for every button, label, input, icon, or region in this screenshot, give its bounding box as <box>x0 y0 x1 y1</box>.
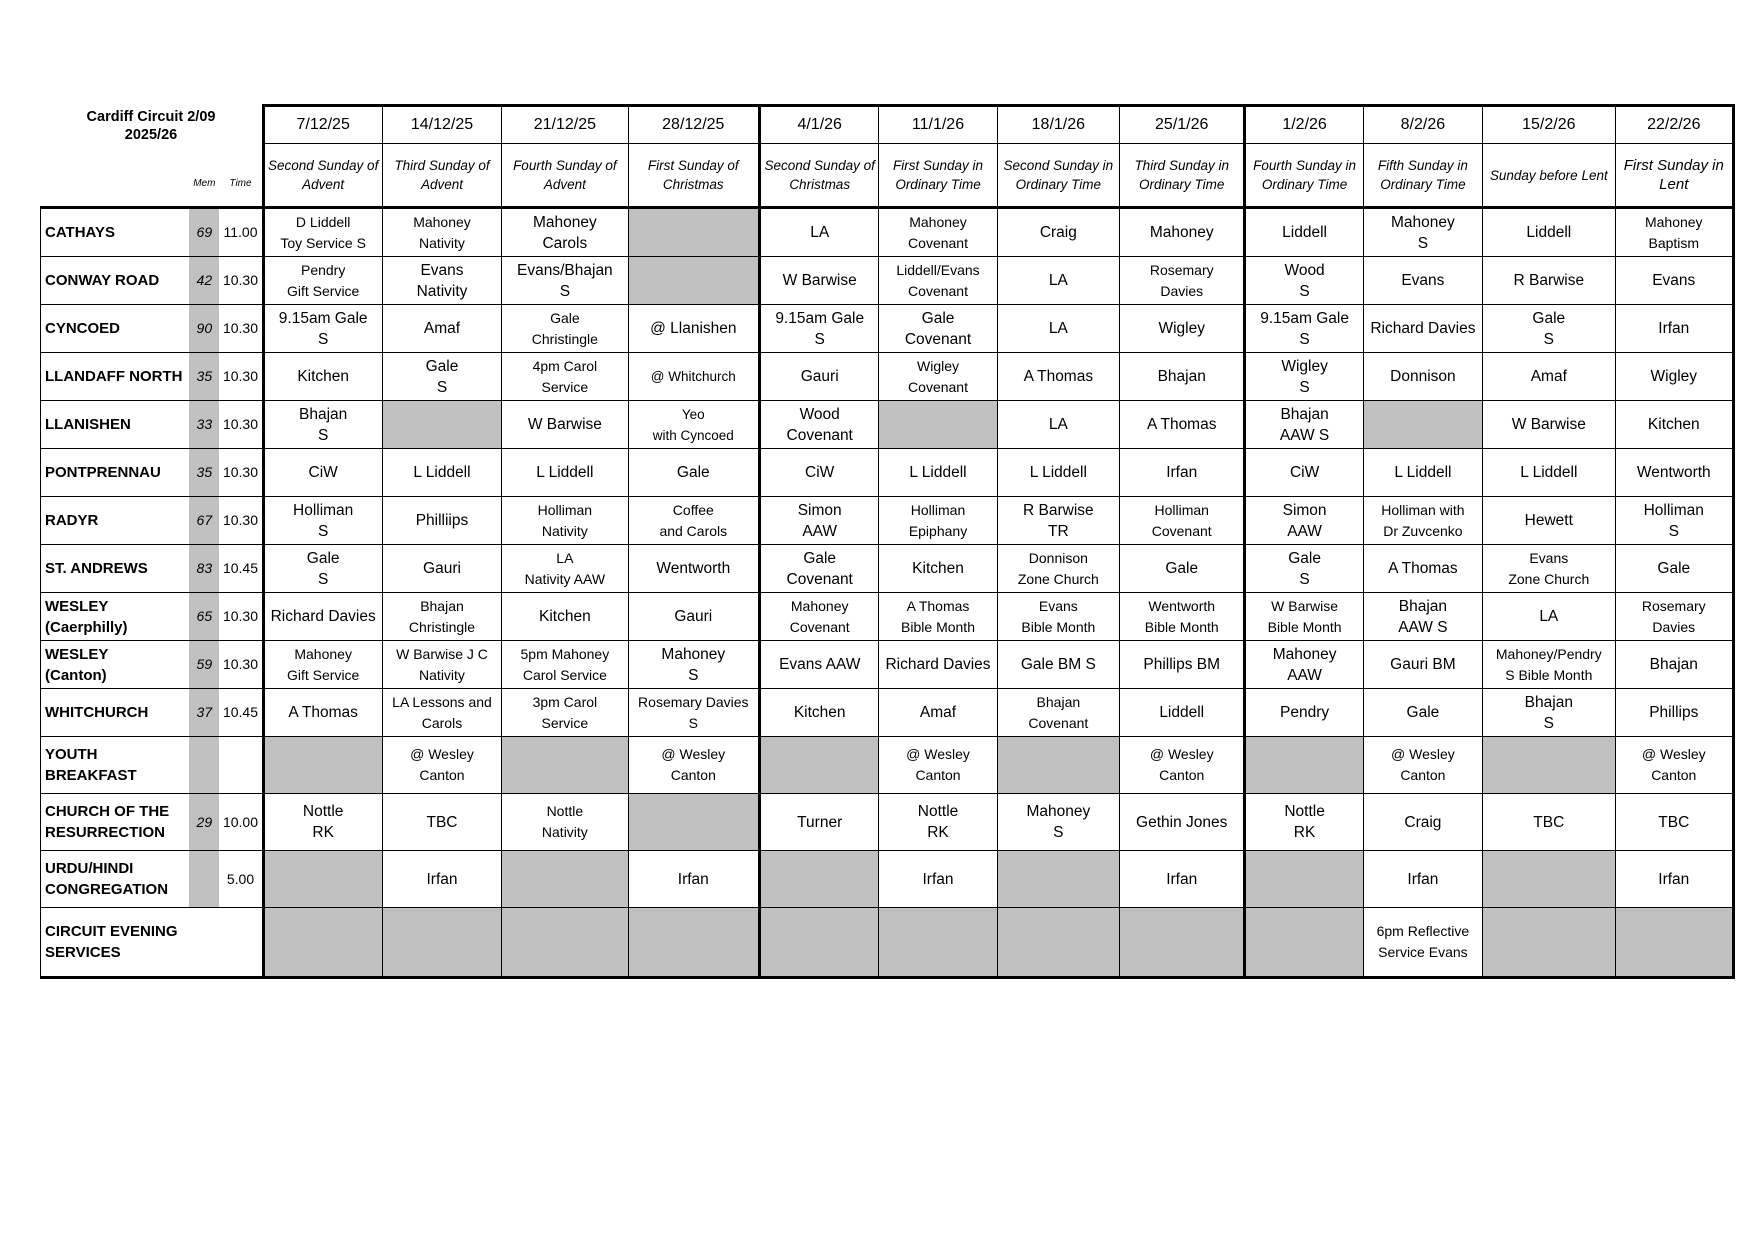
service-cell: Yeo with Cyncoed <box>628 401 759 449</box>
service-cell: Amaf <box>382 305 501 353</box>
service-cell: Gale <box>1615 545 1733 593</box>
service-cell: Irfan <box>1615 305 1733 353</box>
sunday-name: Third Sunday in Ordinary Time <box>1120 144 1245 208</box>
service-cell <box>382 401 501 449</box>
service-cell <box>628 257 759 305</box>
service-cell: Holliman Nativity <box>502 497 628 545</box>
service-cell: LA <box>1483 593 1615 641</box>
service-cell: Richard Davies <box>1363 305 1482 353</box>
service-cell: Evans Zone Church <box>1483 545 1615 593</box>
service-cell: Wigley <box>1615 353 1733 401</box>
service-cell: L Liddell <box>879 449 997 497</box>
service-cell: Gale S <box>263 545 382 593</box>
service-cell: Craig <box>997 208 1119 257</box>
service-cell: 3pm Carol Service <box>502 689 628 737</box>
church-name: CHURCH OF THE RESURRECTION <box>41 794 190 851</box>
service-time: 10.30 <box>219 353 263 401</box>
sunday-name: First Sunday in Lent <box>1615 144 1733 208</box>
service-cell: 5pm Mahoney Carol Service <box>502 641 628 689</box>
service-cell: Mahoney Covenant <box>879 208 997 257</box>
church-name: CATHAYS <box>41 208 190 257</box>
service-cell: 4pm Carol Service <box>502 353 628 401</box>
service-cell <box>879 908 997 978</box>
service-cell: Kitchen <box>760 689 879 737</box>
service-cell: @ Wesley Canton <box>879 737 997 794</box>
service-cell <box>1245 737 1363 794</box>
membership-count <box>189 851 219 908</box>
church-name: RADYR <box>41 497 190 545</box>
church-name: ST. ANDREWS <box>41 545 190 593</box>
church-name: WESLEY (Caerphilly) <box>41 593 190 641</box>
service-cell: Liddell <box>1483 208 1615 257</box>
service-cell: Liddell <box>1245 208 1363 257</box>
service-cell: Kitchen <box>1615 401 1733 449</box>
service-cell: Gauri BM <box>1363 641 1482 689</box>
service-cell: W Barwise <box>502 401 628 449</box>
circuit-title: Cardiff Circuit 2/09 2025/26 <box>86 108 216 143</box>
service-cell <box>502 737 628 794</box>
membership-count: 42 <box>189 257 219 305</box>
service-cell: LA <box>997 257 1119 305</box>
service-cell: D Liddell Toy Service S <box>263 208 382 257</box>
service-cell: Pendry Gift Service <box>263 257 382 305</box>
sunday-name: Third Sunday of Advent <box>382 144 501 208</box>
service-cell: Evans Bible Month <box>997 593 1119 641</box>
service-cell <box>1483 737 1615 794</box>
service-cell <box>502 851 628 908</box>
service-cell <box>1483 908 1615 978</box>
church-name: URDU/HINDI CONGREGATION <box>41 851 190 908</box>
service-cell: @ Wesley Canton <box>1615 737 1733 794</box>
service-cell: @ Wesley Canton <box>628 737 759 794</box>
service-cell: Gale Covenant <box>760 545 879 593</box>
service-cell: Mahoney Gift Service <box>263 641 382 689</box>
service-cell: Amaf <box>1483 353 1615 401</box>
service-cell: TBC <box>382 794 501 851</box>
service-cell <box>879 401 997 449</box>
service-cell <box>1120 908 1245 978</box>
service-cell: Donnison Zone Church <box>997 545 1119 593</box>
service-cell: @ Whitchurch <box>628 353 759 401</box>
service-cell: Nottle RK <box>879 794 997 851</box>
service-cell: Mahoney Carols <box>502 208 628 257</box>
service-cell: L Liddell <box>1483 449 1615 497</box>
membership-count: 69 <box>189 208 219 257</box>
date-header: 11/1/26 <box>879 106 997 144</box>
membership-count: 33 <box>189 401 219 449</box>
service-cell: Gale Christingle <box>502 305 628 353</box>
service-cell: Coffee and Carols <box>628 497 759 545</box>
service-cell: LA <box>997 305 1119 353</box>
service-time <box>219 737 263 794</box>
service-cell <box>1615 908 1733 978</box>
service-cell: Richard Davies <box>879 641 997 689</box>
date-header: 8/2/26 <box>1363 106 1482 144</box>
service-time: 10.30 <box>219 449 263 497</box>
service-cell: Kitchen <box>263 353 382 401</box>
service-cell: Gale BM S <box>997 641 1119 689</box>
membership-count: 35 <box>189 353 219 401</box>
service-cell: Pendry <box>1245 689 1363 737</box>
service-cell: Bhajan S <box>263 401 382 449</box>
service-cell: Gale <box>1120 545 1245 593</box>
service-cell: Irfan <box>1120 851 1245 908</box>
service-cell <box>1363 401 1482 449</box>
date-header: 18/1/26 <box>997 106 1119 144</box>
service-cell <box>760 737 879 794</box>
service-cell: Donnison <box>1363 353 1482 401</box>
membership-count: 67 <box>189 497 219 545</box>
church-name: LLANDAFF NORTH <box>41 353 190 401</box>
service-cell: Kitchen <box>879 545 997 593</box>
sunday-name: Sunday before Lent <box>1483 144 1615 208</box>
service-cell: Mahoney S <box>628 641 759 689</box>
service-cell: Irfan <box>1120 449 1245 497</box>
church-name: PONTPRENNAU <box>41 449 190 497</box>
service-cell: A Thomas <box>1363 545 1482 593</box>
service-cell: Mahoney S <box>997 794 1119 851</box>
church-name: YOUTH BREAKFAST <box>41 737 190 794</box>
sunday-name: Fourth Sunday of Advent <box>502 144 628 208</box>
date-header: 7/12/25 <box>263 106 382 144</box>
service-cell: Rosemary Davies S <box>628 689 759 737</box>
service-time: 10.30 <box>219 305 263 353</box>
sunday-name: Fifth Sunday in Ordinary Time <box>1363 144 1482 208</box>
service-cell: Holliman Epiphany <box>879 497 997 545</box>
service-cell <box>997 851 1119 908</box>
church-name: LLANISHEN <box>41 401 190 449</box>
sunday-name: Second Sunday of Advent <box>263 144 382 208</box>
service-cell: Wood Covenant <box>760 401 879 449</box>
service-cell: Liddell/Evans Covenant <box>879 257 997 305</box>
service-cell: Wentworth <box>1615 449 1733 497</box>
service-cell: Mahoney Baptism <box>1615 208 1733 257</box>
service-cell <box>1483 851 1615 908</box>
service-cell: W Barwise <box>1483 401 1615 449</box>
service-cell: L Liddell <box>1363 449 1482 497</box>
service-cell: Bhajan S <box>1483 689 1615 737</box>
date-header: 28/12/25 <box>628 106 759 144</box>
date-header: 25/1/26 <box>1120 106 1245 144</box>
service-cell: Mahoney Covenant <box>760 593 879 641</box>
header-spacer <box>41 144 190 208</box>
service-cell: Simon AAW <box>760 497 879 545</box>
service-cell: 9.15am Gale S <box>263 305 382 353</box>
service-cell: Hewett <box>1483 497 1615 545</box>
service-cell: 6pm Reflective Service Evans <box>1363 908 1482 978</box>
membership-count: 37 <box>189 689 219 737</box>
service-cell: LA <box>760 208 879 257</box>
service-cell: Wigley <box>1120 305 1245 353</box>
service-cell: Holliman Covenant <box>1120 497 1245 545</box>
service-cell: Gale <box>628 449 759 497</box>
service-cell: Wentworth Bible Month <box>1120 593 1245 641</box>
church-name: WESLEY (Canton) <box>41 641 190 689</box>
service-cell <box>502 908 628 978</box>
service-cell: Mahoney S <box>1363 208 1482 257</box>
service-cell: Wigley Covenant <box>879 353 997 401</box>
service-cell: Evans AAW <box>760 641 879 689</box>
service-cell <box>760 851 879 908</box>
service-time: 10.30 <box>219 641 263 689</box>
service-cell: LA <box>997 401 1119 449</box>
service-cell: Gale S <box>382 353 501 401</box>
service-time: 5.00 <box>219 851 263 908</box>
service-cell: Nottle RK <box>263 794 382 851</box>
service-cell: L Liddell <box>382 449 501 497</box>
service-cell: Gale S <box>1245 545 1363 593</box>
service-cell: Wood S <box>1245 257 1363 305</box>
service-cell: 9.15am Gale S <box>1245 305 1363 353</box>
time-label: Time <box>219 144 263 208</box>
date-header: 4/1/26 <box>760 106 879 144</box>
service-cell: Turner <box>760 794 879 851</box>
sunday-name: Second Sunday of Christmas <box>760 144 879 208</box>
service-cell: R Barwise TR <box>997 497 1119 545</box>
service-cell <box>1245 851 1363 908</box>
service-cell: Nottle Nativity <box>502 794 628 851</box>
service-cell: Gauri <box>628 593 759 641</box>
membership-count: 90 <box>189 305 219 353</box>
service-cell: Nottle RK <box>1245 794 1363 851</box>
membership-count <box>189 737 219 794</box>
service-cell: Craig <box>1363 794 1482 851</box>
service-cell: Simon AAW <box>1245 497 1363 545</box>
service-time: 10.45 <box>219 545 263 593</box>
service-cell: Richard Davies <box>263 593 382 641</box>
service-cell: Holliman S <box>263 497 382 545</box>
service-cell: Mahoney AAW <box>1245 641 1363 689</box>
service-cell: TBC <box>1615 794 1733 851</box>
service-cell: L Liddell <box>997 449 1119 497</box>
service-cell: Bhajan <box>1615 641 1733 689</box>
service-cell: Holliman with Dr Zuvcenko <box>1363 497 1482 545</box>
service-time: 10.45 <box>219 689 263 737</box>
service-cell: Bhajan Covenant <box>997 689 1119 737</box>
service-cell: LA Lessons and Carols <box>382 689 501 737</box>
membership-count: 59 <box>189 641 219 689</box>
service-cell: Bhajan AAW S <box>1363 593 1482 641</box>
membership-count: 29 <box>189 794 219 851</box>
service-cell: Kitchen <box>502 593 628 641</box>
service-time: 10.00 <box>219 794 263 851</box>
service-cell: L Liddell <box>502 449 628 497</box>
service-cell: Gethin Jones <box>1120 794 1245 851</box>
service-cell: Gauri <box>760 353 879 401</box>
service-cell: @ Wesley Canton <box>1120 737 1245 794</box>
service-cell: Irfan <box>382 851 501 908</box>
service-cell: Gale Covenant <box>879 305 997 353</box>
service-cell <box>997 908 1119 978</box>
sunday-name: First Sunday of Christmas <box>628 144 759 208</box>
service-time: 10.30 <box>219 401 263 449</box>
sunday-name: First Sunday in Ordinary Time <box>879 144 997 208</box>
service-cell: Phillips BM <box>1120 641 1245 689</box>
service-cell: Liddell <box>1120 689 1245 737</box>
service-cell: Evans <box>1615 257 1733 305</box>
church-name: CONWAY ROAD <box>41 257 190 305</box>
service-cell: W Barwise J C Nativity <box>382 641 501 689</box>
service-cell: Irfan <box>1615 851 1733 908</box>
service-cell: CiW <box>263 449 382 497</box>
service-cell: Irfan <box>1363 851 1482 908</box>
service-cell: Bhajan <box>1120 353 1245 401</box>
service-cell: Gale S <box>1483 305 1615 353</box>
service-cell: 9.15am Gale S <box>760 305 879 353</box>
service-cell: Irfan <box>628 851 759 908</box>
preaching-plan-table <box>40 104 1735 979</box>
mem-label: Mem <box>189 144 219 208</box>
service-cell: LA Nativity AAW <box>502 545 628 593</box>
service-cell <box>263 737 382 794</box>
service-cell: Evans Nativity <box>382 257 501 305</box>
date-header: 14/12/25 <box>382 106 501 144</box>
church-name: CIRCUIT EVENING SERVICES <box>41 908 264 978</box>
membership-count: 83 <box>189 545 219 593</box>
date-header: 15/2/26 <box>1483 106 1615 144</box>
service-cell: Rosemary Davies <box>1120 257 1245 305</box>
service-cell: Irfan <box>879 851 997 908</box>
service-cell: Bhajan AAW S <box>1245 401 1363 449</box>
service-cell: CiW <box>760 449 879 497</box>
service-cell: Wigley S <box>1245 353 1363 401</box>
service-cell <box>628 208 759 257</box>
service-cell: W Barwise Bible Month <box>1245 593 1363 641</box>
service-cell: A Thomas Bible Month <box>879 593 997 641</box>
service-time: 10.30 <box>219 257 263 305</box>
service-cell: Mahoney <box>1120 208 1245 257</box>
membership-count: 35 <box>189 449 219 497</box>
service-cell: Wentworth <box>628 545 759 593</box>
service-cell: Gauri <box>382 545 501 593</box>
service-time: 10.30 <box>219 497 263 545</box>
service-cell: TBC <box>1483 794 1615 851</box>
date-header: 22/2/26 <box>1615 106 1733 144</box>
service-cell <box>997 737 1119 794</box>
service-cell: A Thomas <box>263 689 382 737</box>
service-time: 10.30 <box>219 593 263 641</box>
service-cell: @ Wesley Canton <box>382 737 501 794</box>
service-cell: Bhajan Christingle <box>382 593 501 641</box>
sunday-name: Second Sunday in Ordinary Time <box>997 144 1119 208</box>
service-cell: Mahoney Nativity <box>382 208 501 257</box>
service-cell: R Barwise <box>1483 257 1615 305</box>
date-header: 21/12/25 <box>502 106 628 144</box>
service-cell <box>628 794 759 851</box>
sunday-name: Fourth Sunday in Ordinary Time <box>1245 144 1363 208</box>
service-cell: Philliips <box>382 497 501 545</box>
service-cell <box>1245 908 1363 978</box>
church-name: WHITCHURCH <box>41 689 190 737</box>
church-name: CYNCOED <box>41 305 190 353</box>
service-cell: Mahoney/Pendry S Bible Month <box>1483 641 1615 689</box>
service-cell <box>263 851 382 908</box>
membership-count: 65 <box>189 593 219 641</box>
service-cell: Gale <box>1363 689 1482 737</box>
service-cell: A Thomas <box>1120 401 1245 449</box>
service-cell: W Barwise <box>760 257 879 305</box>
service-cell <box>382 908 501 978</box>
service-cell: Phillips <box>1615 689 1733 737</box>
service-cell: @ Llanishen <box>628 305 759 353</box>
service-cell: Amaf <box>879 689 997 737</box>
service-cell: @ Wesley Canton <box>1363 737 1482 794</box>
service-cell: Rosemary Davies <box>1615 593 1733 641</box>
service-cell <box>760 908 879 978</box>
service-cell: Evans/Bhajan S <box>502 257 628 305</box>
service-time: 11.00 <box>219 208 263 257</box>
service-cell: Evans <box>1363 257 1482 305</box>
service-cell: Holliman S <box>1615 497 1733 545</box>
date-header: 1/2/26 <box>1245 106 1363 144</box>
service-cell <box>628 908 759 978</box>
service-cell <box>263 908 382 978</box>
service-cell: CiW <box>1245 449 1363 497</box>
service-cell: A Thomas <box>997 353 1119 401</box>
